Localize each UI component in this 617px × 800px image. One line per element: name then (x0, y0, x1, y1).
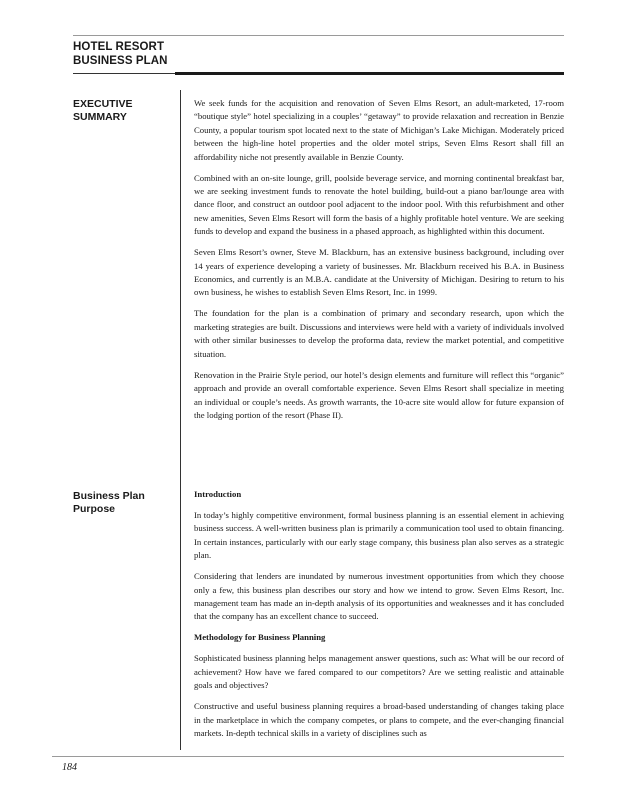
executive-summary-paragraph: Combined with an on-site lounge, grill, poolside beverage service, and morning continental breakfast bar, we are seeking investment funds to renovate the hotel building, build-out a piano bar/lounge area with dance floor, and construct an outdoor pool adjacent to the indoor pool. With this refurbishment and other new amenities, Seven Elms Resort will form the basis of a highly profitable hotel venture. We are seeking funds to develop and expand the business in a phased approach, as highlighted within this document. (194, 172, 564, 237)
document-title-line-2: BUSINESS PLAN (73, 55, 168, 67)
executive-summary-heading-line-1: EXECUTIVE (73, 98, 133, 110)
introduction-paragraph: In today’s highly competitive environment, formal business planning is an essential element in achieving business success. A well-written business plan is primarily a communication tool used to obtain financing. In certain instances, particularly with our early stage company, this business plan also serves as a strategic plan. (194, 510, 564, 561)
executive-summary-heading-line-2: SUMMARY (73, 111, 127, 123)
business-plan-purpose-heading (73, 490, 173, 516)
introduction-paragraph: Considering that lenders are inundated by numerous investment opportunities from which they choose only a few, this business plan describes our story and how we intend to grow. Seven Elms Resort, Inc. management team has made an in-depth analysis of its opportunities and weaknesses and it has concluded that the company has an excellent chance to succeed. (194, 571, 564, 622)
executive-summary-body (194, 97, 564, 430)
top-rule (73, 35, 564, 36)
title-underline-thick (175, 72, 564, 75)
document-title-line-1: HOTEL RESORT (73, 41, 165, 53)
introduction-subheading: Introduction (194, 489, 242, 499)
title-underline-thin (73, 73, 175, 74)
document-title (73, 40, 168, 68)
footer-rule (52, 756, 564, 757)
executive-summary-paragraph: Renovation in the Prairie Style period, our hotel’s design elements and furniture will reflect this “organic” approach and provide an overall comfortable experience. Seven Elms Resort shall specialize in meeting an individual or couple’s needs. As growth warrants, the 10-acre site would allow for future expansion of the lodging portion of the resort (Phase II). (194, 369, 564, 420)
methodology-subheading: Methodology for Business Planning (194, 632, 326, 643)
page-number: 184 (62, 762, 77, 773)
column-divider (180, 90, 181, 750)
business-plan-purpose-heading-line-1: Business Plan (73, 490, 145, 502)
business-plan-purpose-body (194, 488, 564, 748)
executive-summary-paragraph: Seven Elms Resort’s owner, Steve M. Blackburn, has an extensive business background, including over 14 years of experience developing a variety of businesses. Mr. Blackburn received his B.A. in Business Economics, and currently is an M.B.A. candidate at the University of Michigan. Desiring to return to his own business, he wishes to establish Seven Elms Resort, Inc. in 1999. (194, 247, 564, 298)
methodology-paragraph: Constructive and useful business planning requires a broad-based understanding of changes taking place in the marketplace in which the company competes, or plans to compete, and the ever-changing financial markets. In-depth technical skills in a variety of disciplines such as (194, 701, 564, 739)
executive-summary-paragraph: The foundation for the plan is a combination of primary and secondary research, upon which the marketing strategies are built. Discussions and interviews were held with a variety of individuals involved with other similar businesses to develop the proforma data, review the market potential, and competitive situation. (194, 308, 564, 359)
business-plan-purpose-heading-line-2: Purpose (73, 503, 116, 515)
executive-summary-heading (73, 98, 173, 124)
methodology-paragraph: Sophisticated business planning helps management answer questions, such as: What will be our record of achievement? How have we fared compared to our competitors? Are we setting realistic and attainable goals and objectives? (194, 653, 564, 691)
executive-summary-paragraph: We seek funds for the acquisition and renovation of Seven Elms Resort, an adult-marketed, 17-room “boutique style” hotel specializing in a couples’ “getaway” to provide relaxation and recreation in Benzie County, a popular tourism spot located next to the state of Michigan’s Lake Michigan. Moderately priced between the high-line hotel properties and the older motel strips, Seven Elms Resort shall fill an affordability niche not presently available in Benzie County. (194, 98, 564, 162)
